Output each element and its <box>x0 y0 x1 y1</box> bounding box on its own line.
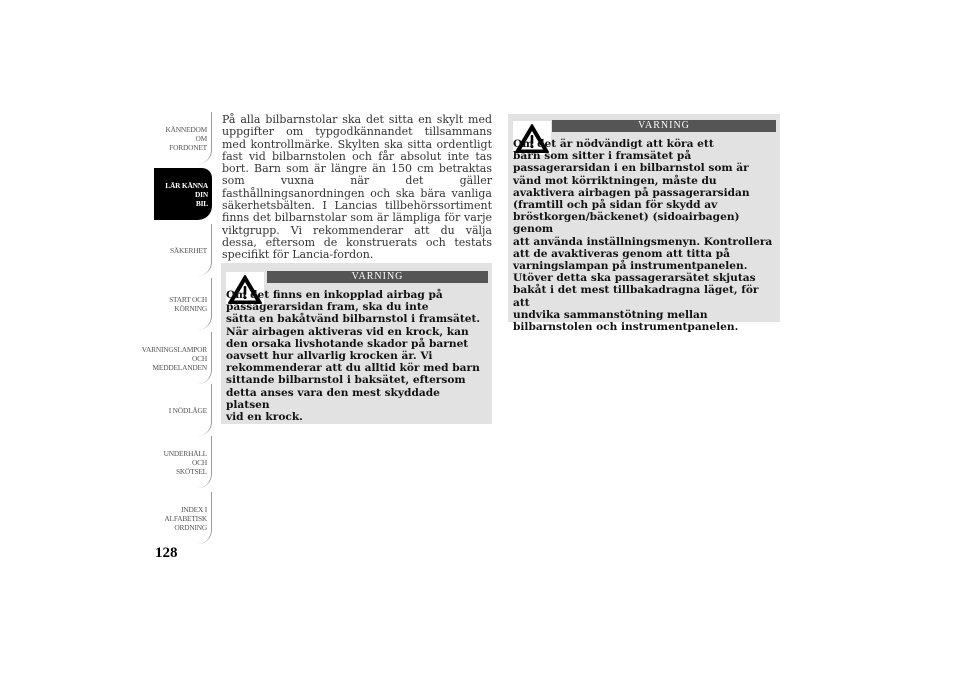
tab-start-och-korning[interactable]: START OCH KÖRNING <box>154 278 212 330</box>
tab-underhall-och-skotsel[interactable]: UNDERHÅLL OCH SKÖTSEL <box>154 436 212 488</box>
warning-title-bar: VARNING <box>552 120 776 132</box>
tab-i-nodlage[interactable]: I NÖDLÄGE <box>154 384 212 436</box>
intro-paragraph: På alla bilbarnstolar ska det sitta en skylt med uppgifter om typgodkännandet tillsammans med kontrollmärke. Skylten ska sitta ordentligt fast vid bilbarnstolen och får absolut inte tas bort. Barn som är längre än 150 cm betraktas som vuxna när det gäller fasthållningsanordningen och ska bära vanliga säkerhetsbälten. I Lancias tillbehörssortiment finns det bilbarnstolar som är lämpliga för varje viktgrupp. Vi rekommenderar att du välja dessa, eftersom de konstruerats och testats specifikt för Lancia-fordon. <box>222 113 492 262</box>
warning-box-airbag <box>221 263 492 424</box>
warning-text: Om det är nödvändigt att köra ett barn som sitter i framsätet på passagerarsidan i en bilbarnstol som är vänd mot körriktningen, måste du avaktivera airbagen på passagerarsidan (framtill och på sidan för skydd av bröstkorgen/bäckenet) (sidoairbagen) genom att använda inställningsmenyn. Kontrollera att de avaktiveras genom att titta på varningslampan på instrumentpanelen. Utöver detta ska passagerarsätet skjutas bakåt i det mest tillbakadragna läget, för att undvika sammanstötning mellan bilbarnstolen och instrumentpanelen. <box>513 138 773 334</box>
warning-box-deactivate-airbag <box>508 114 780 334</box>
tab-sakerhet[interactable]: SÄKERHET <box>154 224 212 276</box>
tab-index-i-alfabetisk-ordning[interactable]: INDEX I ALFABETISK ORDNING <box>154 492 212 544</box>
warning-title-bar: VARNING <box>267 271 488 283</box>
warning-text: Om det finns en inkopplad airbag på passagerarsidan fram, ska du inte sätta en bakåtvänd bilbarnstol i framsätet. När airbagen aktiveras vid en krock, kan den orsaka livshotande skador på barnet oavsett hur allvarlig krocken är. Vi rekommenderar att du alltid kör med barn sittande bilbarnstol i baksätet, eftersom detta anses vara den mest skyddade platsen vid en krock. <box>226 289 481 424</box>
tab-kannedom-om-fordonet[interactable]: KÄNNEDOM OM FORDONET <box>154 112 212 164</box>
page-number: 128 <box>155 545 178 561</box>
tab-varningslampor-och-meddelanden[interactable]: VARNINGSLAMPOR OCH MEDDELANDEN <box>154 332 212 384</box>
tab-lar-kanna-din-bil[interactable]: LÄR KÄNNA DIN BIL <box>154 168 212 220</box>
